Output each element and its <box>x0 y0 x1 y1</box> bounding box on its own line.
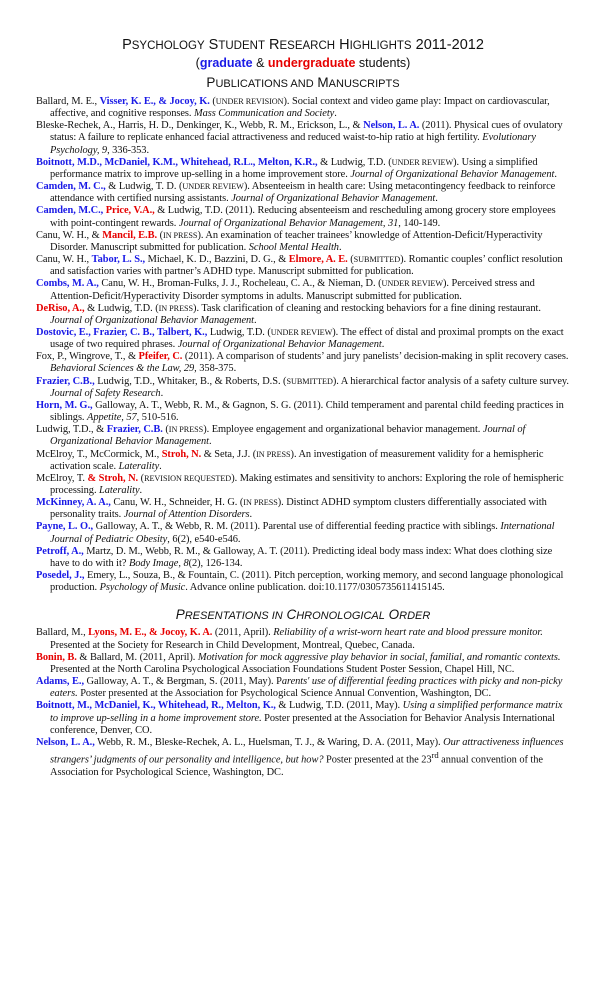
publications-list <box>36 96 570 594</box>
undergraduate-legend: undergraduate <box>267 56 356 70</box>
document-header <box>36 36 570 94</box>
reference-entry: Canu, W. H., Tabor, L. S., Michael, K. D., Bazzini, D. G., & Elmore, A. E. (SUBMITTED). Romantic couples’ conflict resolution and satisfaction varies with partner’s ADHD type. Manuscript submitted for publication. <box>36 254 563 278</box>
reference-entry: DeRiso, A., & Ludwig, T.D. (IN PRESS). Task clarification of cleaning and restocking behaviors for a fine dining restaurant. Journal of Organizational Behavior Management. <box>36 302 541 326</box>
reference-entry: Dostovic, E., Frazier, C. B., Talbert, K., Ludwig, T.D. (UNDER REVIEW). The effect of distal and proximal prompts on the exact usage of two required phrases. Journal of Organizational Behavior Management. <box>36 326 564 351</box>
reference-entry: Boitnott, M.D., McDaniel, K.M., Whitehead, R.L., Melton, K.R., & Ludwig, T.D. (UNDER REVIEW). Using a simplified performance matrix to improve up-selling in a home improvement store. Journal of Organizational Behavior Management. <box>36 156 557 180</box>
graduate-legend: graduate <box>199 56 253 70</box>
reference-entry: Ludwig, T.D., & Frazier, C.B. (IN PRESS). Employee engagement and organizational behavior management. Journal of Organizational Behavior Management. <box>36 424 526 448</box>
reference-entry: Adams, E., Galloway, A. T., & Bergman, S. (2011, May). Parents' use of differential feeding practices with picky and non-picky eaters. Poster presented at the Association for Psychological Science Annual Convention, Washington, DC. <box>36 676 563 700</box>
reference-entry: Nelson, L. A., Webb, R. M., Bleske-Rechek, A. L., Huelsman, T. J., & Waring, D. A. (2011, May). Our attractiveness influences strangers’ judgments of our personality and intelligence, but how? Poster presented at the 23rd annual convention of the Association for Psychological Science, Washington, DC. <box>36 736 564 778</box>
reference-entry: Frazier, C.B., Ludwig, T.D., Whitaker, B., & Roberts, D.S. (SUBMITTED). A hierarchical factor analysis of a safety culture survey. Journal of Safety Research. <box>36 375 569 399</box>
reference-entry: McKinney, A. A., Canu, W. H., Schneider, H. G. (IN PRESS). Distinct ADHD symptom clusters differentially associated with personality traits. Journal of Attention Disorders. <box>36 497 547 521</box>
reference-entry: Posedel, J., Emery, L., Souza, B., & Fountain, C. (2011). Pitch perception, working memory, and second language phonological production. Psychology of Music. Advance online publication. doi:10.1177/0305735611415145. <box>36 570 564 594</box>
reference-entry: Bonin, B. & Ballard, M. (2011, April). Motivation for mock aggressive play behavior in social, familial, and romantic contexts. Presented at the North Carolina Psychological Association Foundations Student Poster Session, Chapel Hill, NC. <box>36 651 561 675</box>
document-title: PSYCHOLOGY STUDENT RESEARCH HIGHLIGHTS 2011-2012 <box>122 37 484 53</box>
reference-entry: Camden, M.C., Price, V.A., & Ludwig, T.D. (2011). Reducing absenteeism and rescheduling among grocery store employees with point-contingent rewards. Journal of Organizational Behavior Management, 31, 140-149. <box>36 205 556 229</box>
reference-entry: McElroy, T., McCormick, M., Stroh, N. & Seta, J.J. (IN PRESS). An investigation of measurement validity for a hemispheric activation scale. Laterality. <box>36 448 544 472</box>
reference-entry: Payne, L. O., Galloway, A. T., & Webb, R. M. (2011). Parental use of differential feeding practice with siblings. International Journal of Pediatric Obesity, 6(2), e540-e546. <box>36 521 555 545</box>
section-heading-presentations: PRESENTATIONS IN CHRONOLOGICAL ORDER <box>175 607 431 623</box>
presentations-list <box>36 627 570 778</box>
reference-entry: Petroff, A., Martz, D. M., Webb, R. M., & Galloway, A. T. (2011). Predicting ideal body mass index: What does clothing size have to do with it? Body Image, 8(2), 126-134. <box>36 545 553 569</box>
document-subtitle: (graduate & undergraduate students) <box>195 56 411 70</box>
reference-entry: Combs, M. A., Canu, W. H., Broman-Fulks, J. J., Rocheleau, C. A., & Nieman, D. (UNDER REVIEW). Perceived stress and Attention-Deficit/Hyperactivity Disorder symptoms in adults. Manuscript submitted for publication. <box>36 278 535 302</box>
section-heading-publications: PUBLICATIONS AND MANUSCRIPTS <box>206 75 400 90</box>
reference-entry: Ballard, M. E., Visser, K. E., & Jocoy, K. (UNDER REVISION). Social context and video game play: Impact on cardiovascular, affective, and cognitive responses. Mass Communication and Society. <box>36 96 550 120</box>
reference-entry: Bleske-Rechek, A., Harris, H. D., Denkinger, K., Webb, R. M., Erickson, L., & Nelson, L. A. (2011). Physical cues of ovulatory status: A failure to replicate enhanced facial attractiveness and reduced waist-to-hip ratio at high fertility. Evolutionary Psychology, 9, 336-353. <box>36 120 563 156</box>
reference-entry: Fox, P., Wingrove, T., & Pfeifer, C. (2011). A comparison of students’ and jury panelists’ decision-making in split recovery cases. Behavioral Sciences & the Law, 29, 358-375. <box>36 351 569 375</box>
reference-entry: Camden, M. C., & Ludwig, T. D. (UNDER REVIEW). Absenteeism in health care: Using metacontingency feedback to reinforce attendance with certified nursing assistants. Journal of Organizational Behavior Management. <box>36 181 556 205</box>
reference-entry: Horn, M. G., Galloway, A. T., Webb, R. M., & Gagnon, S. G. (2011). Child temperament and parental child feeding practices in siblings. Appetite, 57, 510-516. <box>36 399 564 424</box>
reference-entry: Boitnott, M., McDaniel, K., Whitehead, R., Melton, K., & Ludwig, T.D. (2011, May). Using a simplified performance matrix to improve up-selling in a home improvement store. Poster presented at the Association for Behavior Analysis International conference, Denver, CO. <box>36 700 563 736</box>
reference-entry: Ballard, M., Lyons, M. E., & Jocoy, K. A. (2011, April). Reliability of a wrist-worn heart rate and blood pressure monitor. Presented at the Society for Research in Child Development, Montreal, Quebec, Canada. <box>36 627 543 651</box>
reference-entry: McElroy, T. & Stroh, N. (REVISION REQUESTED). Making estimates and sensitivity to anchors: Exploring the role of hemispheric processing. Laterality. <box>36 472 564 496</box>
reference-entry: Canu, W. H., & Mancil, E.B. (IN PRESS). An examination of teacher trainees’ knowledge of Attention-Deficit/Hyperactivity Disorder. Manuscript submitted for publication. School Mental Health. <box>36 229 543 253</box>
